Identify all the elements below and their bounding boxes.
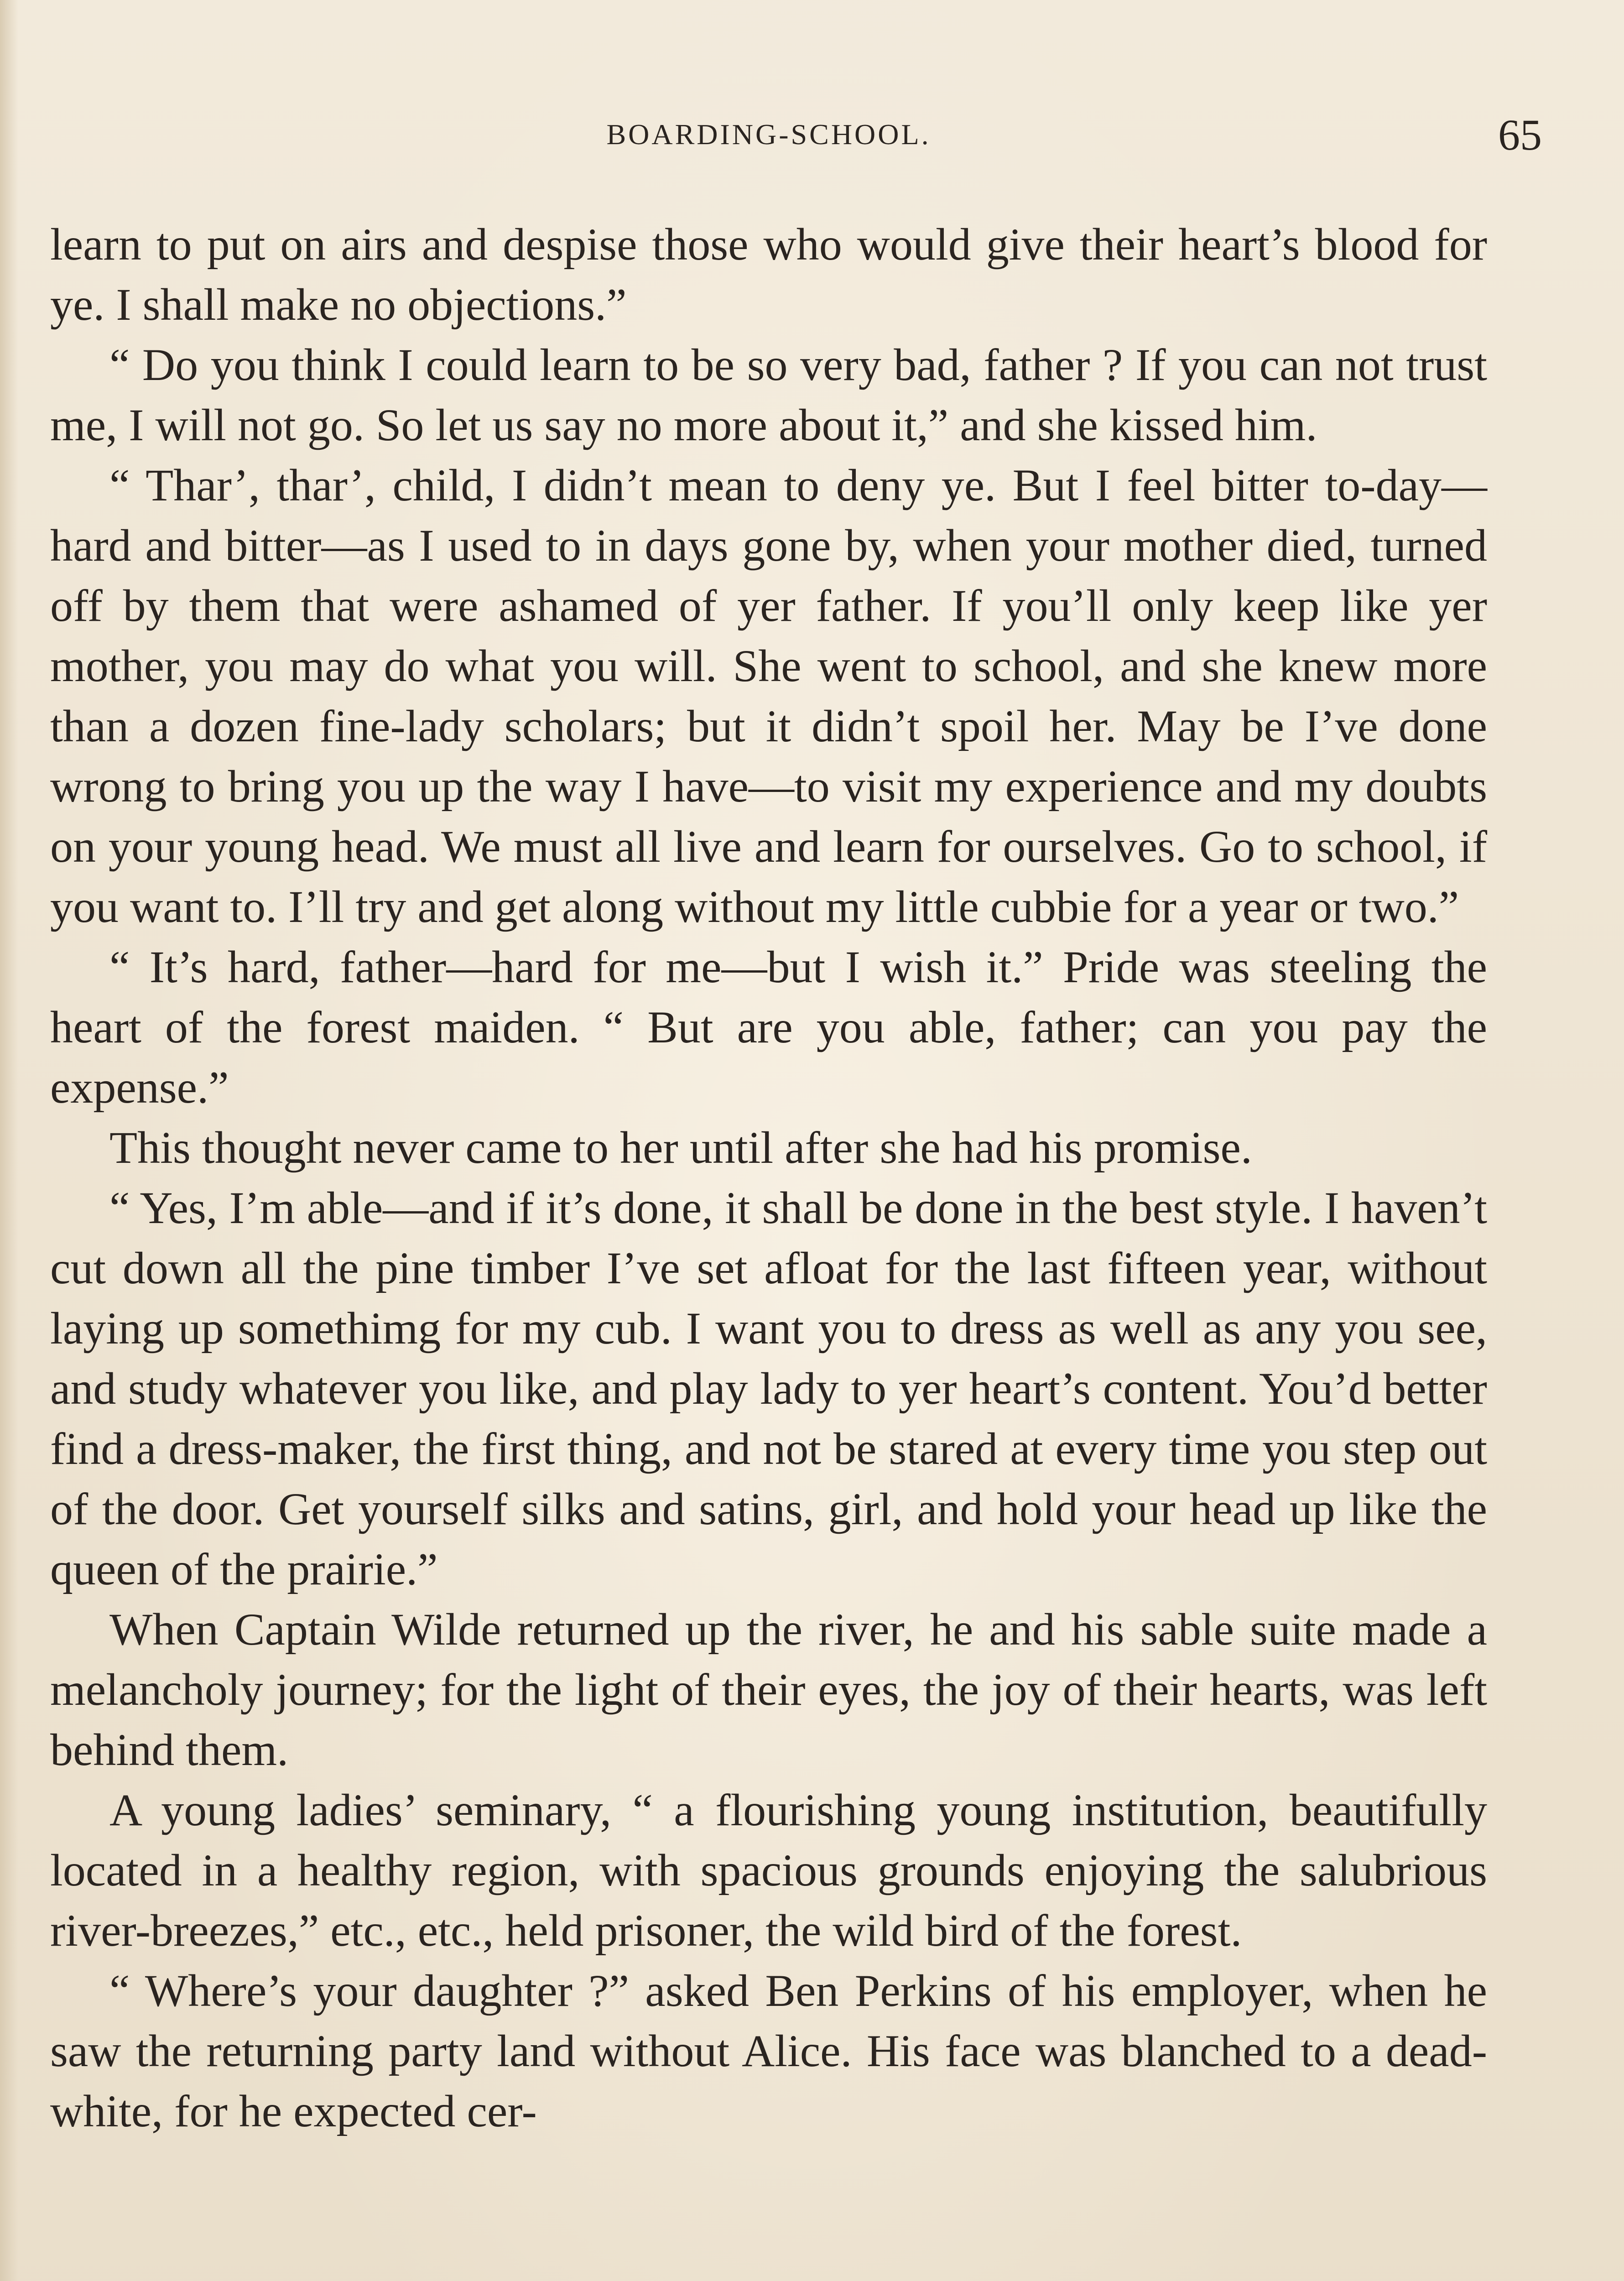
paragraph: When Captain Wilde returned up the river, he and his sable suite made a melancholy journey; for the light of their eyes, the joy of their hearts, was left behind them. [50, 1604, 1487, 1775]
paragraph: This thought never came to her until after she had his promise. [109, 1122, 1252, 1173]
body-text [50, 214, 1487, 2281]
paragraph: A young ladies’ seminary, “ a flourishing young institution, beautifully located in a healthy region, with spacious grounds enjoying the salubrious river-breezes,” etc., etc., held prisoner, the wild bird of the forest. [50, 1785, 1487, 1956]
paragraph: “ Do you think I could learn to be so very bad, father ? If you can not trust me, I will not go. So let us say no more about it,” and she kissed him. [50, 339, 1487, 450]
page-number: 65 [1498, 110, 1542, 159]
paragraph: “ Where’s your daughter ?” asked Ben Perkins of his employer, when he saw the returning party land without Alice. His face was blanched to a dead-white, for he expected cer- [50, 1965, 1487, 2136]
running-head: BOARDING-SCHOOL. [606, 118, 931, 151]
paragraph: “ Thar’, thar’, child, I didn’t mean to deny ye. But I feel bitter to-day—hard and bitter—as I used to in days gone by, when your mother died, turned off by them that were ashamed of yer father. If you’ll only keep like yer mother, you may do what you will. She went to school, and she knew more than a dozen fine-lady scholars; but it didn’t spoil her. May be I’ve done wrong to bring you up the way I have—to visit my experience and my doubts on your young head. We must all live and learn for ourselves. Go to school, if you want to. I’ll try and get along without my little cubbie for a year or two.” [50, 460, 1487, 932]
paragraph: “ It’s hard, father—hard for me—but I wish it.” Pride was steeling the heart of the forest maiden. “ But are you able, father; can you pay the expense.” [50, 942, 1487, 1113]
page-edge-shadow [0, 0, 18, 2281]
page-header [50, 109, 1542, 164]
paragraph: “ Yes, I’m able—and if it’s done, it shall be done in the best style. I haven’t cut down all the pine timber I’ve set afloat for the last fifteen year, without laying up somethimg for my cub. I want you to dress as well as any you see, and study whatever you like, and play lady to yer heart’s content. You’d better find a dress-maker, the first thing, and not be stared at every time you step out of the door. Get yourself silks and satins, girl, and hold your head up like the queen of the prairie.” [50, 1182, 1487, 1594]
paragraph: learn to put on airs and despise those who would give their heart’s blood for ye. I shall make no objections.” [50, 219, 1487, 330]
